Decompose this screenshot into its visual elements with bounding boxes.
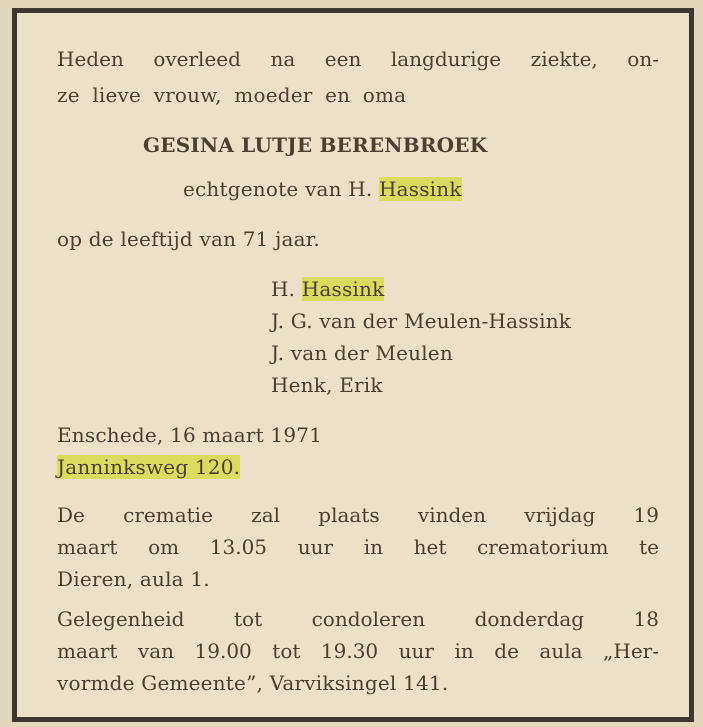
intro-line-2: ze lieve vrouw, moeder en oma [57, 83, 407, 107]
address [57, 455, 240, 479]
spouse-line [183, 177, 462, 201]
family-name-highlight: Hassink [301, 277, 385, 301]
condolences-line-2: maart van 19.00 tot 19.30 uur in de aula „Her- [57, 639, 659, 663]
spouse-prefix: echtgenote van H. [183, 177, 373, 201]
cremation-line-1: De crematie zal plaats vinden vrijdag 19 [57, 503, 659, 527]
cremation-line-3: Dieren, aula 1. [57, 567, 210, 591]
condolences-line-3: vormde Gemeente”, Varviksingel 141. [57, 671, 449, 695]
obituary-notice [12, 8, 694, 722]
family-member-2: J. G. van der Meulen-Hassink [271, 309, 572, 333]
family-member-3: J. van der Meulen [271, 341, 453, 365]
condolences-line-1: Gelegenheid tot condoleren donderdag 18 [57, 607, 659, 631]
spouse-name-highlight: Hassink [378, 177, 462, 201]
intro-line-1: Heden overleed na een langdurige ziekte, on- [57, 47, 659, 71]
place-date: Enschede, 16 maart 1971 [57, 423, 323, 447]
address-highlight: Janninksweg 120. [57, 455, 241, 479]
cremation-line-2: maart om 13.05 uur in het crematorium te [57, 535, 659, 559]
age-line: op de leeftijd van 71 jaar. [57, 227, 320, 251]
family-prefix: H. [271, 277, 296, 301]
family-member-4: Henk, Erik [271, 373, 383, 397]
deceased-name: GESINA LUTJE BERENBROEK [143, 133, 488, 157]
family-member-1 [271, 277, 384, 301]
